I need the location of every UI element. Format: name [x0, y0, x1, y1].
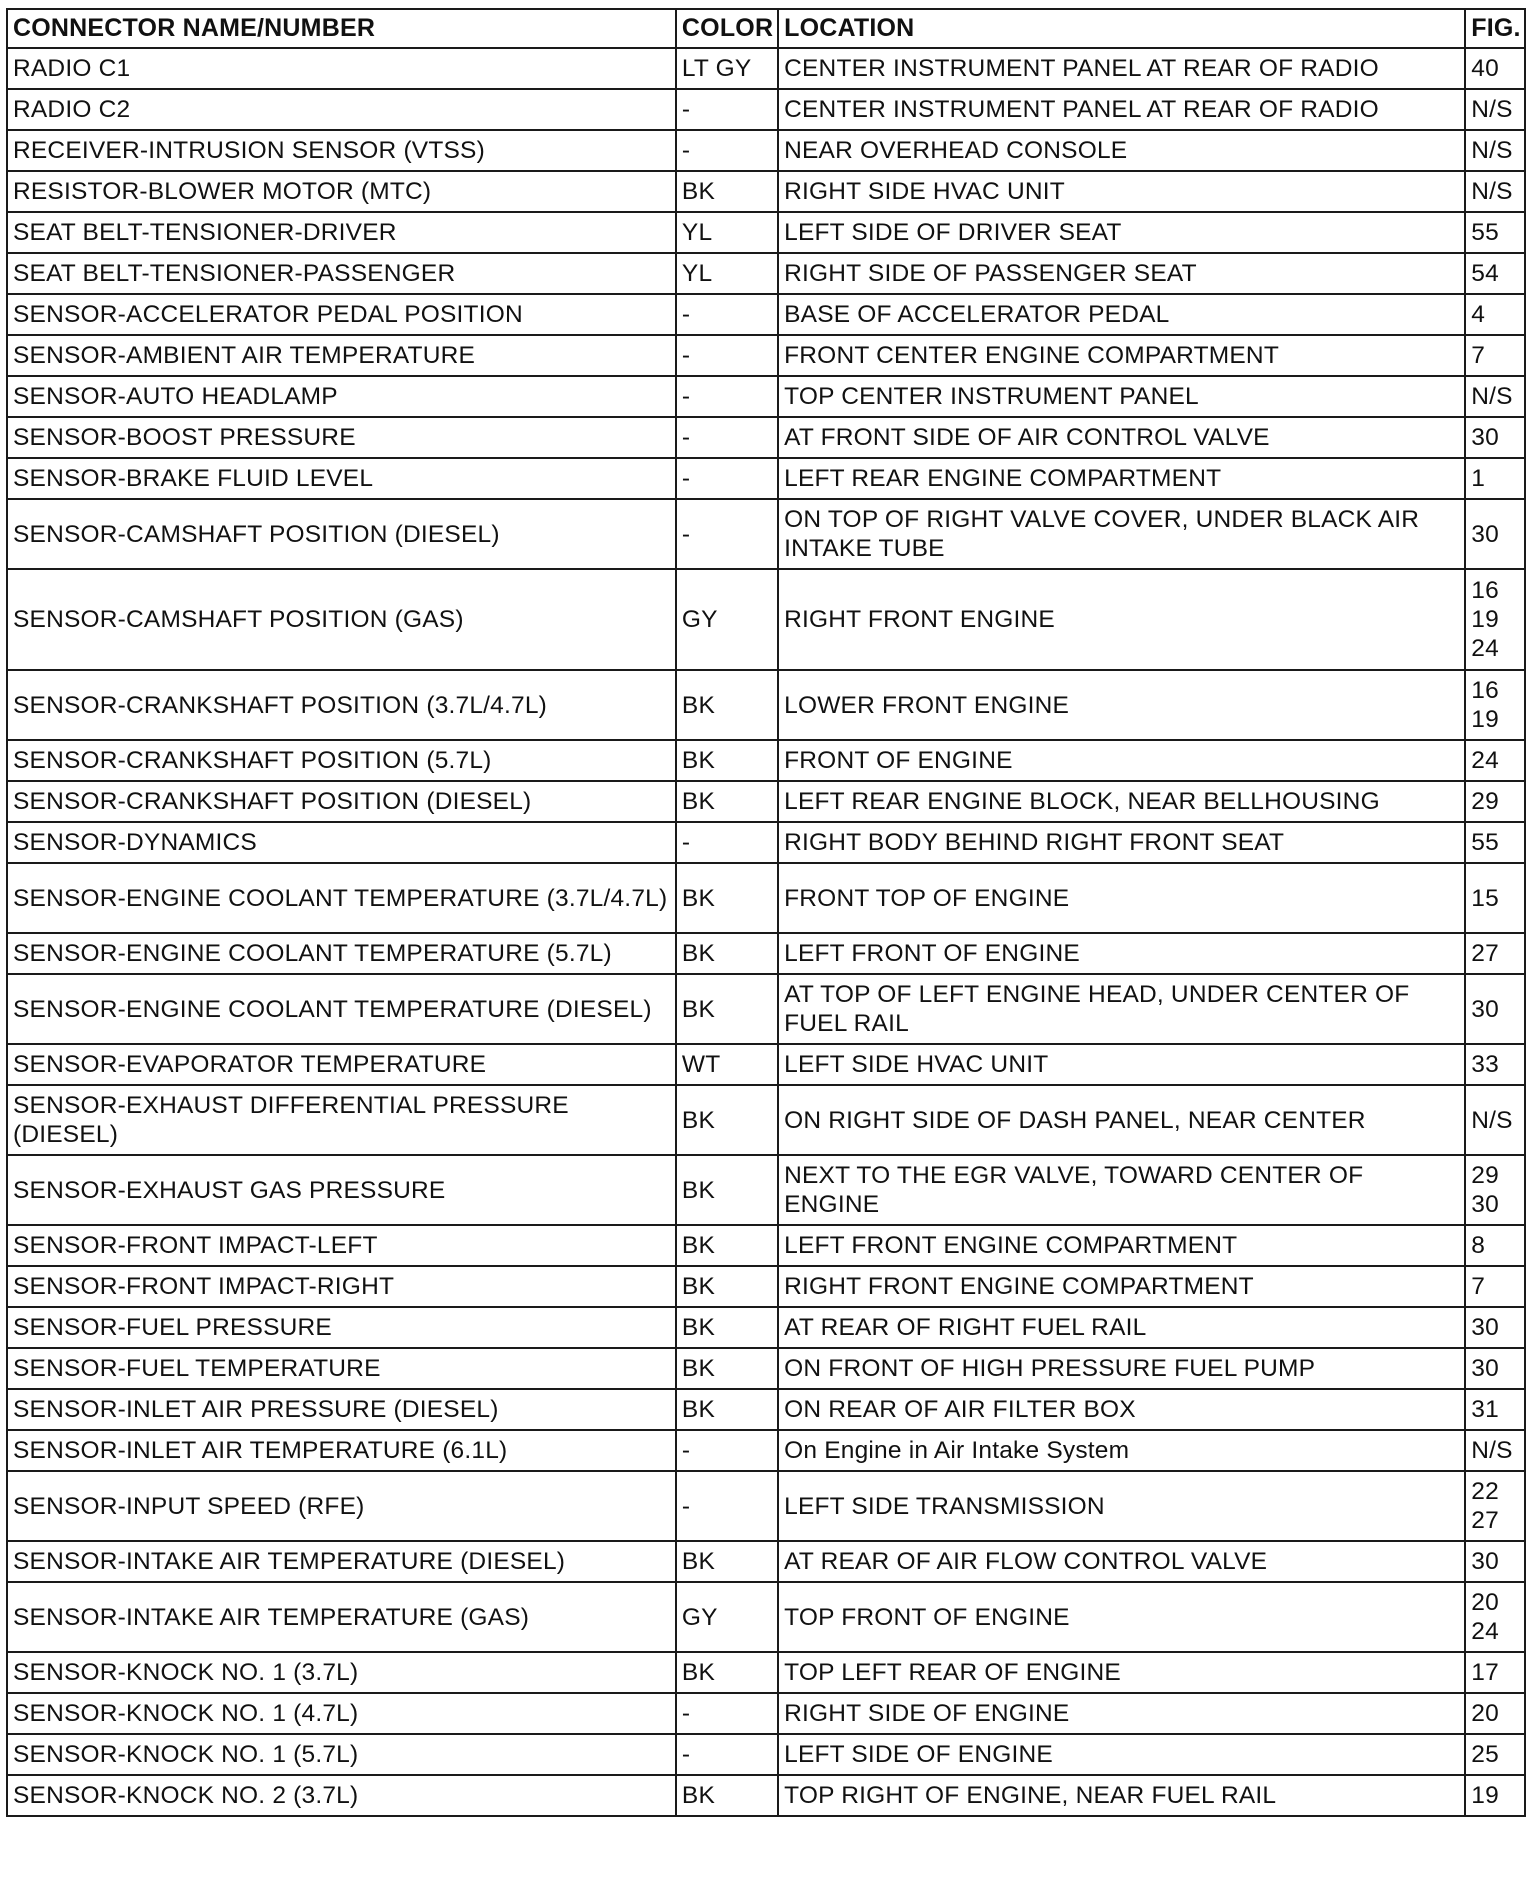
- fig-cell: [1465, 1348, 1525, 1389]
- connector-name-cell: SENSOR-INTAKE AIR TEMPERATURE (DIESEL): [7, 1541, 676, 1582]
- connector-table-container: [6, 8, 1526, 1817]
- location-cell: RIGHT SIDE HVAC UNIT: [778, 171, 1465, 212]
- location-cell: FRONT TOP OF ENGINE: [778, 863, 1465, 933]
- fig-number: 30: [1471, 1314, 1499, 1341]
- fig-number: 4: [1471, 301, 1486, 328]
- connector-name-cell: SENSOR-EVAPORATOR TEMPERATURE: [7, 1044, 676, 1085]
- fig-number: 30: [1471, 1191, 1499, 1218]
- fig-number: 29: [1471, 1162, 1499, 1189]
- fig-cell: [1465, 1266, 1525, 1307]
- location-cell: LEFT FRONT ENGINE COMPARTMENT: [778, 1225, 1465, 1266]
- location-cell: RIGHT FRONT ENGINE COMPARTMENT: [778, 1266, 1465, 1307]
- color-cell: WT: [676, 1044, 778, 1085]
- color-cell: BK: [676, 1348, 778, 1389]
- color-cell: -: [676, 1734, 778, 1775]
- fig-cell: [1465, 335, 1525, 376]
- table-row: [7, 499, 1525, 569]
- location-cell: ON REAR OF AIR FILTER BOX: [778, 1389, 1465, 1430]
- color-cell: BK: [676, 1652, 778, 1693]
- location-cell: On Engine in Air Intake System: [778, 1430, 1465, 1471]
- fig-cell: [1465, 212, 1525, 253]
- connector-name-cell: SENSOR-AMBIENT AIR TEMPERATURE: [7, 335, 676, 376]
- fig-number: 19: [1471, 1782, 1499, 1809]
- fig-cell: [1465, 1307, 1525, 1348]
- location-cell: BASE OF ACCELERATOR PEDAL: [778, 294, 1465, 335]
- table-row: [7, 294, 1525, 335]
- fig-number: N/S: [1471, 1437, 1513, 1464]
- fig-number: 30: [1471, 520, 1499, 548]
- location-cell: LEFT REAR ENGINE COMPARTMENT: [778, 458, 1465, 499]
- location-cell: AT REAR OF AIR FLOW CONTROL VALVE: [778, 1541, 1465, 1582]
- connector-name-cell: SENSOR-CRANKSHAFT POSITION (3.7L/4.7L): [7, 670, 676, 740]
- fig-number: 30: [1471, 1355, 1499, 1382]
- table-row: [7, 933, 1525, 974]
- fig-number: 40: [1471, 55, 1499, 82]
- color-cell: BK: [676, 781, 778, 822]
- fig-cell: [1465, 1389, 1525, 1430]
- fig-number: 24: [1471, 1618, 1499, 1645]
- connector-name-cell: SENSOR-FRONT IMPACT-LEFT: [7, 1225, 676, 1266]
- location-cell: FRONT OF ENGINE: [778, 740, 1465, 781]
- fig-cell: [1465, 1734, 1525, 1775]
- fig-number: 15: [1471, 884, 1499, 912]
- connector-name-cell: RECEIVER-INTRUSION SENSOR (VTSS): [7, 130, 676, 171]
- color-cell: BK: [676, 1225, 778, 1266]
- fig-cell: [1465, 781, 1525, 822]
- table-row: [7, 1652, 1525, 1693]
- connector-name-cell: SENSOR-BRAKE FLUID LEVEL: [7, 458, 676, 499]
- fig-cell: [1465, 253, 1525, 294]
- connector-name-cell: RADIO C1: [7, 48, 676, 89]
- fig-cell: [1465, 863, 1525, 933]
- table-row: [7, 376, 1525, 417]
- table-row: [7, 1775, 1525, 1816]
- table-row: [7, 212, 1525, 253]
- fig-cell: [1465, 1775, 1525, 1816]
- fig-number: 16: [1471, 677, 1499, 704]
- table-row: [7, 1471, 1525, 1541]
- color-cell: -: [676, 1430, 778, 1471]
- connector-name-cell: SENSOR-KNOCK NO. 1 (4.7L): [7, 1693, 676, 1734]
- location-cell: FRONT CENTER ENGINE COMPARTMENT: [778, 335, 1465, 376]
- location-cell: RIGHT SIDE OF PASSENGER SEAT: [778, 253, 1465, 294]
- fig-number: 24: [1471, 747, 1499, 774]
- fig-cell: [1465, 417, 1525, 458]
- table-row: [7, 1348, 1525, 1389]
- connector-name-cell: SENSOR-INLET AIR PRESSURE (DIESEL): [7, 1389, 676, 1430]
- color-cell: GY: [676, 569, 778, 670]
- color-cell: BK: [676, 740, 778, 781]
- fig-cell: [1465, 1155, 1525, 1225]
- fig-cell: [1465, 458, 1525, 499]
- color-cell: BK: [676, 171, 778, 212]
- connector-name-cell: SENSOR-INTAKE AIR TEMPERATURE (GAS): [7, 1582, 676, 1652]
- fig-number: N/S: [1471, 1106, 1513, 1134]
- fig-number: N/S: [1471, 178, 1513, 205]
- table-row: [7, 253, 1525, 294]
- fig-number: 7: [1471, 1273, 1486, 1300]
- location-cell: LOWER FRONT ENGINE: [778, 670, 1465, 740]
- fig-cell: [1465, 974, 1525, 1044]
- table-row: [7, 417, 1525, 458]
- color-cell: YL: [676, 253, 778, 294]
- connector-name-cell: SENSOR-CAMSHAFT POSITION (GAS): [7, 569, 676, 670]
- table-row: [7, 569, 1525, 670]
- connector-name-cell: SENSOR-INLET AIR TEMPERATURE (6.1L): [7, 1430, 676, 1471]
- color-cell: BK: [676, 933, 778, 974]
- fig-number: 25: [1471, 1741, 1499, 1768]
- fig-cell: [1465, 740, 1525, 781]
- fig-number: 24: [1471, 635, 1499, 662]
- location-cell: NEXT TO THE EGR VALVE, TOWARD CENTER OF ENGINE: [778, 1155, 1465, 1225]
- fig-number: 22: [1471, 1478, 1499, 1505]
- color-cell: -: [676, 822, 778, 863]
- fig-cell: [1465, 1471, 1525, 1541]
- location-cell: RIGHT BODY BEHIND RIGHT FRONT SEAT: [778, 822, 1465, 863]
- connector-name-cell: SENSOR-ENGINE COOLANT TEMPERATURE (5.7L): [7, 933, 676, 974]
- table-header-row: [7, 9, 1525, 48]
- table-row: [7, 1044, 1525, 1085]
- fig-cell: [1465, 1541, 1525, 1582]
- header-color: COLOR: [676, 9, 778, 48]
- fig-number: 1: [1471, 465, 1486, 492]
- color-cell: -: [676, 1471, 778, 1541]
- connector-name-cell: SENSOR-KNOCK NO. 1 (5.7L): [7, 1734, 676, 1775]
- fig-number: 55: [1471, 829, 1499, 856]
- location-cell: LEFT SIDE HVAC UNIT: [778, 1044, 1465, 1085]
- fig-cell: [1465, 171, 1525, 212]
- fig-cell: [1465, 48, 1525, 89]
- table-row: [7, 1085, 1525, 1155]
- color-cell: -: [676, 335, 778, 376]
- connector-name-cell: SENSOR-FUEL PRESSURE: [7, 1307, 676, 1348]
- connector-name-cell: SEAT BELT-TENSIONER-DRIVER: [7, 212, 676, 253]
- location-cell: TOP LEFT REAR OF ENGINE: [778, 1652, 1465, 1693]
- connector-name-cell: SENSOR-EXHAUST DIFFERENTIAL PRESSURE (DIESEL): [7, 1085, 676, 1155]
- table-row: [7, 781, 1525, 822]
- table-row: [7, 48, 1525, 89]
- color-cell: -: [676, 130, 778, 171]
- fig-number: 54: [1471, 260, 1499, 287]
- table-body: [7, 48, 1525, 1816]
- fig-number: 17: [1471, 1659, 1499, 1686]
- fig-cell: [1465, 933, 1525, 974]
- fig-cell: [1465, 1225, 1525, 1266]
- fig-number: 27: [1471, 1507, 1499, 1534]
- color-cell: BK: [676, 1155, 778, 1225]
- connector-name-cell: RESISTOR-BLOWER MOTOR (MTC): [7, 171, 676, 212]
- table-row: [7, 89, 1525, 130]
- connector-name-cell: SEAT BELT-TENSIONER-PASSENGER: [7, 253, 676, 294]
- connector-name-cell: SENSOR-EXHAUST GAS PRESSURE: [7, 1155, 676, 1225]
- color-cell: -: [676, 1693, 778, 1734]
- fig-number: 19: [1471, 606, 1499, 633]
- color-cell: -: [676, 376, 778, 417]
- connector-name-cell: SENSOR-ENGINE COOLANT TEMPERATURE (3.7L/4.7L): [7, 863, 676, 933]
- color-cell: -: [676, 458, 778, 499]
- fig-number: 30: [1471, 424, 1499, 451]
- fig-number: 20: [1471, 1589, 1499, 1616]
- table-row: [7, 1541, 1525, 1582]
- fig-number: 30: [1471, 1548, 1499, 1575]
- color-cell: BK: [676, 1085, 778, 1155]
- fig-cell: [1465, 499, 1525, 569]
- fig-cell: [1465, 1582, 1525, 1652]
- table-row: [7, 863, 1525, 933]
- fig-cell: [1465, 1693, 1525, 1734]
- table-row: [7, 974, 1525, 1044]
- fig-cell: [1465, 822, 1525, 863]
- fig-number: N/S: [1471, 383, 1513, 410]
- location-cell: AT REAR OF RIGHT FUEL RAIL: [778, 1307, 1465, 1348]
- table-row: [7, 1430, 1525, 1471]
- location-cell: TOP CENTER INSTRUMENT PANEL: [778, 376, 1465, 417]
- fig-cell: [1465, 1044, 1525, 1085]
- fig-number: N/S: [1471, 96, 1513, 123]
- fig-number: 19: [1471, 706, 1499, 733]
- location-cell: LEFT SIDE OF DRIVER SEAT: [778, 212, 1465, 253]
- color-cell: BK: [676, 1389, 778, 1430]
- table-row: [7, 171, 1525, 212]
- table-row: [7, 335, 1525, 376]
- fig-number: 16: [1471, 577, 1499, 604]
- table-row: [7, 670, 1525, 740]
- header-location: LOCATION: [778, 9, 1465, 48]
- connector-name-cell: SENSOR-BOOST PRESSURE: [7, 417, 676, 458]
- connector-name-cell: RADIO C2: [7, 89, 676, 130]
- table-row: [7, 1307, 1525, 1348]
- header-connector-name: CONNECTOR NAME/NUMBER: [7, 9, 676, 48]
- location-cell: AT FRONT SIDE OF AIR CONTROL VALVE: [778, 417, 1465, 458]
- location-cell: ON TOP OF RIGHT VALVE COVER, UNDER BLACK AIR INTAKE TUBE: [778, 499, 1465, 569]
- color-cell: -: [676, 499, 778, 569]
- location-cell: ON FRONT OF HIGH PRESSURE FUEL PUMP: [778, 1348, 1465, 1389]
- fig-cell: [1465, 1085, 1525, 1155]
- fig-number: N/S: [1471, 137, 1513, 164]
- fig-number: 20: [1471, 1700, 1499, 1727]
- color-cell: LT GY: [676, 48, 778, 89]
- fig-number: 29: [1471, 788, 1499, 815]
- color-cell: YL: [676, 212, 778, 253]
- header-fig: FIG.: [1465, 9, 1525, 48]
- fig-number: 31: [1471, 1396, 1499, 1423]
- color-cell: -: [676, 294, 778, 335]
- color-cell: BK: [676, 1266, 778, 1307]
- fig-cell: [1465, 1652, 1525, 1693]
- location-cell: ON RIGHT SIDE OF DASH PANEL, NEAR CENTER: [778, 1085, 1465, 1155]
- fig-cell: [1465, 376, 1525, 417]
- location-cell: CENTER INSTRUMENT PANEL AT REAR OF RADIO: [778, 48, 1465, 89]
- location-cell: CENTER INSTRUMENT PANEL AT REAR OF RADIO: [778, 89, 1465, 130]
- table-row: [7, 130, 1525, 171]
- fig-number: 55: [1471, 219, 1499, 246]
- fig-number: 30: [1471, 995, 1499, 1023]
- table-row: [7, 1155, 1525, 1225]
- location-cell: LEFT REAR ENGINE BLOCK, NEAR BELLHOUSING: [778, 781, 1465, 822]
- color-cell: BK: [676, 1307, 778, 1348]
- connector-name-cell: SENSOR-ACCELERATOR PEDAL POSITION: [7, 294, 676, 335]
- connector-name-cell: SENSOR-DYNAMICS: [7, 822, 676, 863]
- location-cell: NEAR OVERHEAD CONSOLE: [778, 130, 1465, 171]
- table-row: [7, 1734, 1525, 1775]
- color-cell: BK: [676, 670, 778, 740]
- table-row: [7, 458, 1525, 499]
- fig-cell: [1465, 670, 1525, 740]
- color-cell: BK: [676, 1541, 778, 1582]
- connector-name-cell: SENSOR-INPUT SPEED (RFE): [7, 1471, 676, 1541]
- fig-cell: [1465, 1430, 1525, 1471]
- connector-name-cell: SENSOR-KNOCK NO. 1 (3.7L): [7, 1652, 676, 1693]
- color-cell: BK: [676, 974, 778, 1044]
- location-cell: AT TOP OF LEFT ENGINE HEAD, UNDER CENTER OF FUEL RAIL: [778, 974, 1465, 1044]
- fig-number: 33: [1471, 1051, 1499, 1078]
- connector-location-table: [6, 8, 1526, 1817]
- color-cell: BK: [676, 863, 778, 933]
- color-cell: -: [676, 89, 778, 130]
- fig-cell: [1465, 89, 1525, 130]
- fig-cell: [1465, 294, 1525, 335]
- fig-cell: [1465, 130, 1525, 171]
- fig-number: 8: [1471, 1232, 1486, 1259]
- connector-name-cell: SENSOR-CRANKSHAFT POSITION (DIESEL): [7, 781, 676, 822]
- color-cell: BK: [676, 1775, 778, 1816]
- color-cell: -: [676, 417, 778, 458]
- table-row: [7, 822, 1525, 863]
- table-row: [7, 1693, 1525, 1734]
- table-row: [7, 1225, 1525, 1266]
- fig-number: 27: [1471, 940, 1499, 967]
- location-cell: LEFT SIDE TRANSMISSION: [778, 1471, 1465, 1541]
- connector-name-cell: SENSOR-CRANKSHAFT POSITION (5.7L): [7, 740, 676, 781]
- connector-name-cell: SENSOR-AUTO HEADLAMP: [7, 376, 676, 417]
- location-cell: RIGHT SIDE OF ENGINE: [778, 1693, 1465, 1734]
- connector-name-cell: SENSOR-ENGINE COOLANT TEMPERATURE (DIESEL): [7, 974, 676, 1044]
- color-cell: GY: [676, 1582, 778, 1652]
- connector-name-cell: SENSOR-FUEL TEMPERATURE: [7, 1348, 676, 1389]
- location-cell: LEFT SIDE OF ENGINE: [778, 1734, 1465, 1775]
- connector-name-cell: SENSOR-FRONT IMPACT-RIGHT: [7, 1266, 676, 1307]
- table-row: [7, 740, 1525, 781]
- connector-name-cell: SENSOR-CAMSHAFT POSITION (DIESEL): [7, 499, 676, 569]
- table-row: [7, 1389, 1525, 1430]
- fig-cell: [1465, 569, 1525, 670]
- location-cell: RIGHT FRONT ENGINE: [778, 569, 1465, 670]
- fig-number: 7: [1471, 342, 1486, 369]
- location-cell: LEFT FRONT OF ENGINE: [778, 933, 1465, 974]
- location-cell: TOP FRONT OF ENGINE: [778, 1582, 1465, 1652]
- connector-name-cell: SENSOR-KNOCK NO. 2 (3.7L): [7, 1775, 676, 1816]
- table-row: [7, 1582, 1525, 1652]
- location-cell: TOP RIGHT OF ENGINE, NEAR FUEL RAIL: [778, 1775, 1465, 1816]
- table-row: [7, 1266, 1525, 1307]
